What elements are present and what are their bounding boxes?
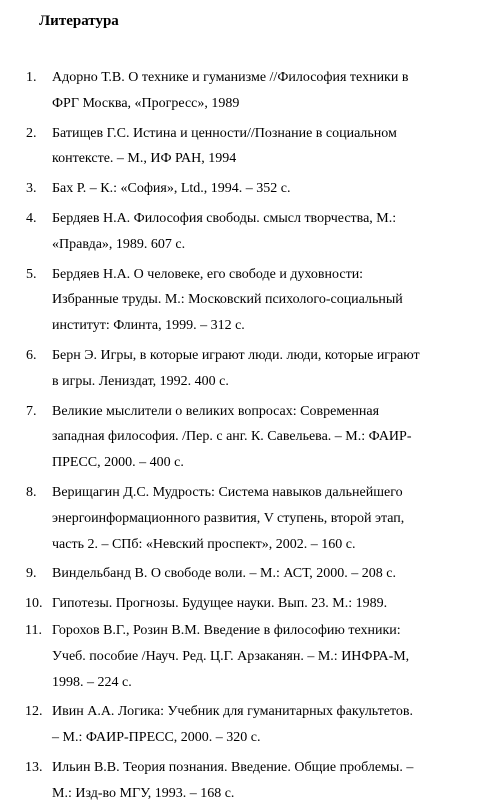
list-item bbox=[0, 176, 499, 202]
reference-text: Виндельбанд В. О свободе воли. – М.: АСТ, 2000. – 208 с. bbox=[52, 566, 396, 582]
reference-text: Горохов В.Г., Розин В.М. Введение в философию техники: Учеб. пособие /Науч. Ред. Ц.Г. Арзаканян. – М.: ИНФРА-М, 1998. – 224 с. bbox=[52, 622, 410, 690]
reference-number: 10. bbox=[25, 596, 43, 612]
reference-number: 7. bbox=[26, 403, 37, 419]
list-item bbox=[0, 399, 499, 476]
page-title: Литература bbox=[39, 13, 119, 29]
list-item bbox=[0, 65, 499, 117]
reference-number: 11. bbox=[25, 622, 42, 638]
list-item bbox=[0, 262, 499, 339]
reference-text: Адорно Т.В. О технике и гуманизме //Философия техники в ФРГ Москва, «Прогресс», 1989 bbox=[52, 70, 409, 111]
list-item bbox=[0, 343, 499, 395]
list-item bbox=[0, 121, 499, 173]
reference-text: Гипотезы. Прогнозы. Будущее науки. Вып. 23. М.: 1989. bbox=[52, 596, 388, 612]
list-item bbox=[0, 755, 499, 807]
list-item bbox=[0, 591, 499, 617]
list-item bbox=[0, 699, 499, 751]
reference-number: 2. bbox=[26, 125, 37, 141]
reference-text: Бердяев Н.А. О человеке, его свободе и духовности: Избранные труды. М.: Московский психолого-социальный институт: Флинта, 1999. – 312 с. bbox=[52, 266, 403, 334]
reference-text: Ильин В.В. Теория познания. Введение. Общие проблемы. – М.: Изд-во МГУ, 1993. – 168 с. bbox=[52, 759, 414, 801]
reference-text: Бах Р. – К.: «София», Ltd., 1994. – 352 с. bbox=[52, 181, 291, 197]
reference-number: 8. bbox=[26, 484, 37, 500]
reference-number: 4. bbox=[26, 210, 37, 226]
list-item bbox=[0, 206, 499, 258]
list-item bbox=[0, 480, 499, 557]
list-item bbox=[0, 618, 499, 695]
reference-text: Ивин А.А. Логика: Учебник для гуманитарных факультетов. – М.: ФАИР-ПРЕСС, 2000. – 320 с. bbox=[52, 704, 414, 746]
reference-number: 12. bbox=[25, 704, 43, 720]
reference-number: 6. bbox=[26, 347, 37, 363]
reference-number: 3. bbox=[26, 181, 37, 197]
reference-text: Верищагин Д.С. Мудрость: Система навыков дальнейшего энергоинформационного развития, V ступень, второй этап, часть 2. – СПб: «Невский проспект», 2002. – 160 с. bbox=[52, 484, 405, 552]
reference-text: Бердяев Н.А. Философия свободы. смысл творчества, М.: «Правда», 1989. 607 с. bbox=[52, 210, 397, 252]
reference-text: Батищев Г.С. Истина и ценности//Познание в социальном контексте. – М., ИФ РАН, 1994 bbox=[52, 125, 397, 167]
reference-number: 9. bbox=[26, 566, 37, 582]
reference-number: 1. bbox=[26, 70, 37, 85]
reference-number: 5. bbox=[26, 266, 37, 282]
list-item bbox=[0, 561, 499, 587]
reference-number: 13. bbox=[25, 759, 43, 775]
reference-list bbox=[0, 65, 499, 811]
reference-text: Великие мыслители о великих вопросах: Современная западная философия. /Пер. с анг. К. Савельева. – М.: ФАИР- ПРЕСС, 2000. – 400 с. bbox=[52, 403, 412, 471]
reference-text: Берн Э. Игры, в которые играют люди. люди, которые играют в игры. Лениздат, 1992. 400 с. bbox=[52, 347, 420, 389]
